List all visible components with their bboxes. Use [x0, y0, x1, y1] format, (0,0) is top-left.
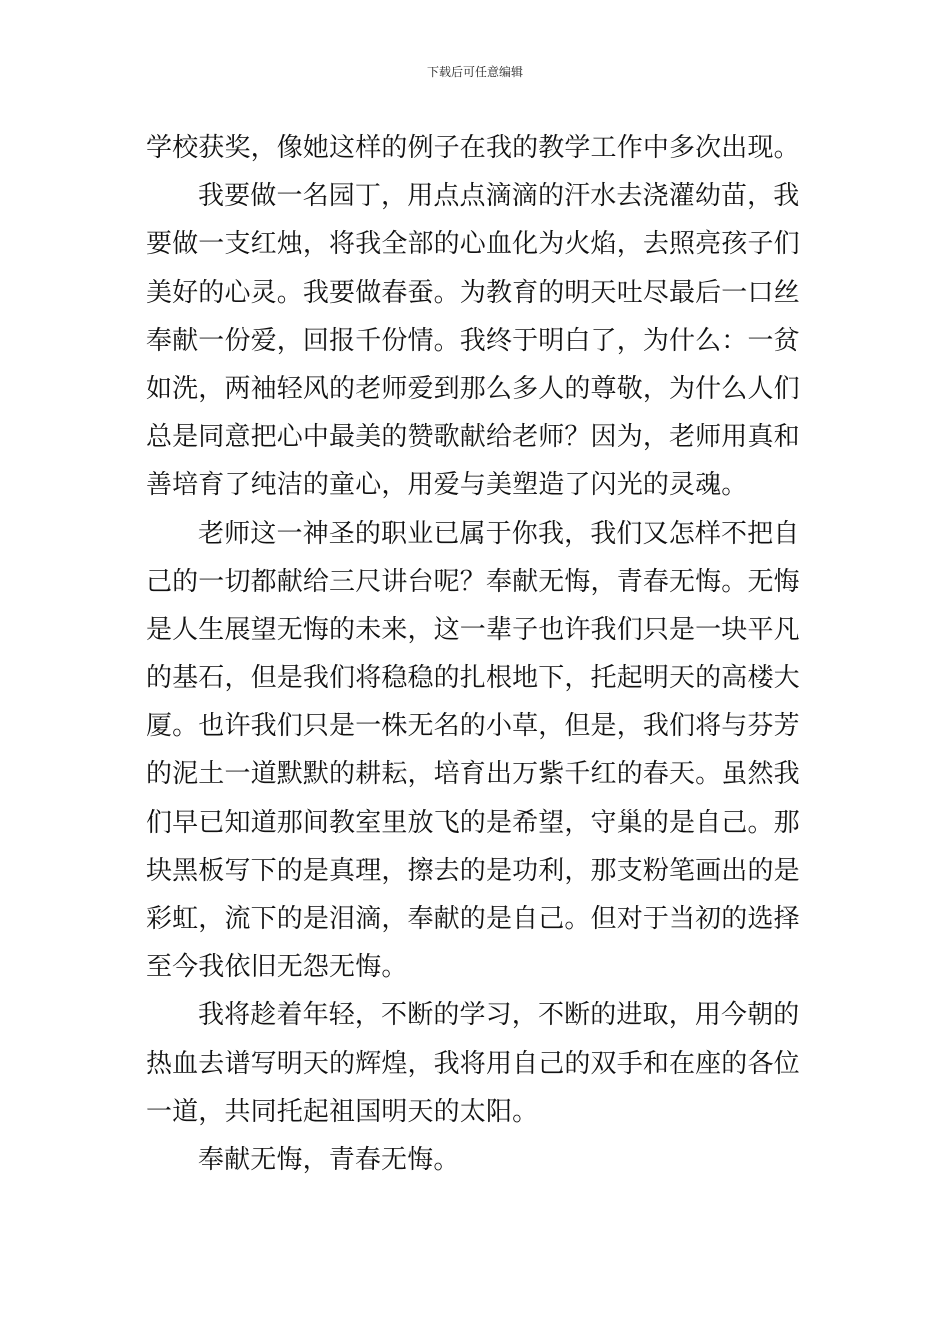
text-line: 热血去谱写明天的辉煌，我将用自己的双手和在座的各位	[146, 1048, 800, 1079]
text-line: 要做一支红烛，将我全部的心血化为火焰，去照亮孩子们	[146, 229, 800, 260]
paragraph-youth	[146, 991, 810, 1136]
text-line: 是人生展望无悔的未来，这一辈子也许我们只是一块平凡	[146, 614, 800, 645]
paragraph-closing	[146, 1136, 810, 1184]
text-line: 善培育了纯洁的童心，用爱与美塑造了闪光的灵魂。	[146, 470, 748, 501]
text-line: 如洗，两袖轻风的老师爱到那么多人的尊敬，为什么人们	[146, 373, 800, 404]
text-line: 至今我依旧无怨无悔。	[146, 952, 408, 983]
paragraph-continuation	[146, 124, 810, 172]
text-line: 学校获奖，像她这样的例子在我的教学工作中多次出现。	[146, 133, 800, 163]
text-line: 奉献无悔，青春无悔。	[198, 1144, 460, 1175]
text-line: 一道，共同托起祖国明天的太阳。	[146, 1096, 539, 1127]
paragraph-teacher-profession	[146, 510, 810, 992]
text-line: 老师这一神圣的职业已属于你我，我们又怎样不把自	[198, 518, 800, 549]
paragraph-gardener	[146, 172, 810, 509]
text-line: 我要做一名园丁，用点点滴滴的汗水去浇灌幼苗，我	[198, 181, 800, 212]
text-line: 我将趁着年轻，不断的学习，不断的进取，用今朝的	[198, 1000, 800, 1031]
text-line: 的泥土一道默默的耕耘，培育出万紫千红的春天。虽然我	[146, 759, 800, 790]
text-line: 的基石，但是我们将稳稳的扎根地下，托起明天的高楼大	[146, 663, 800, 694]
document-body	[146, 124, 810, 1184]
text-line: 彩虹，流下的是泪滴，奉献的是自己。但对于当初的选择	[146, 904, 800, 934]
text-line: 们早已知道那间教室里放飞的是希望，守巢的是自己。那	[146, 807, 800, 838]
text-line: 己的一切都献给三尺讲台呢？奉献无悔，青春无悔。无悔	[146, 566, 800, 597]
text-line: 块黑板写下的是真理，擦去的是功利，那支粉笔画出的是	[146, 855, 800, 886]
text-line: 奉献一份爱，回报千份情。我终于明白了，为什么：一贫	[146, 325, 800, 356]
text-line: 厦。也许我们只是一株无名的小草，但是，我们将与芬芳	[146, 711, 800, 742]
text-line: 总是同意把心中最美的赞歌献给老师？因为，老师用真和	[146, 422, 800, 453]
text-line: 美好的心灵。我要做春蚕。为教育的明天吐尽最后一口丝	[146, 277, 800, 308]
page-header: 下载后可任意编辑	[426, 65, 523, 79]
